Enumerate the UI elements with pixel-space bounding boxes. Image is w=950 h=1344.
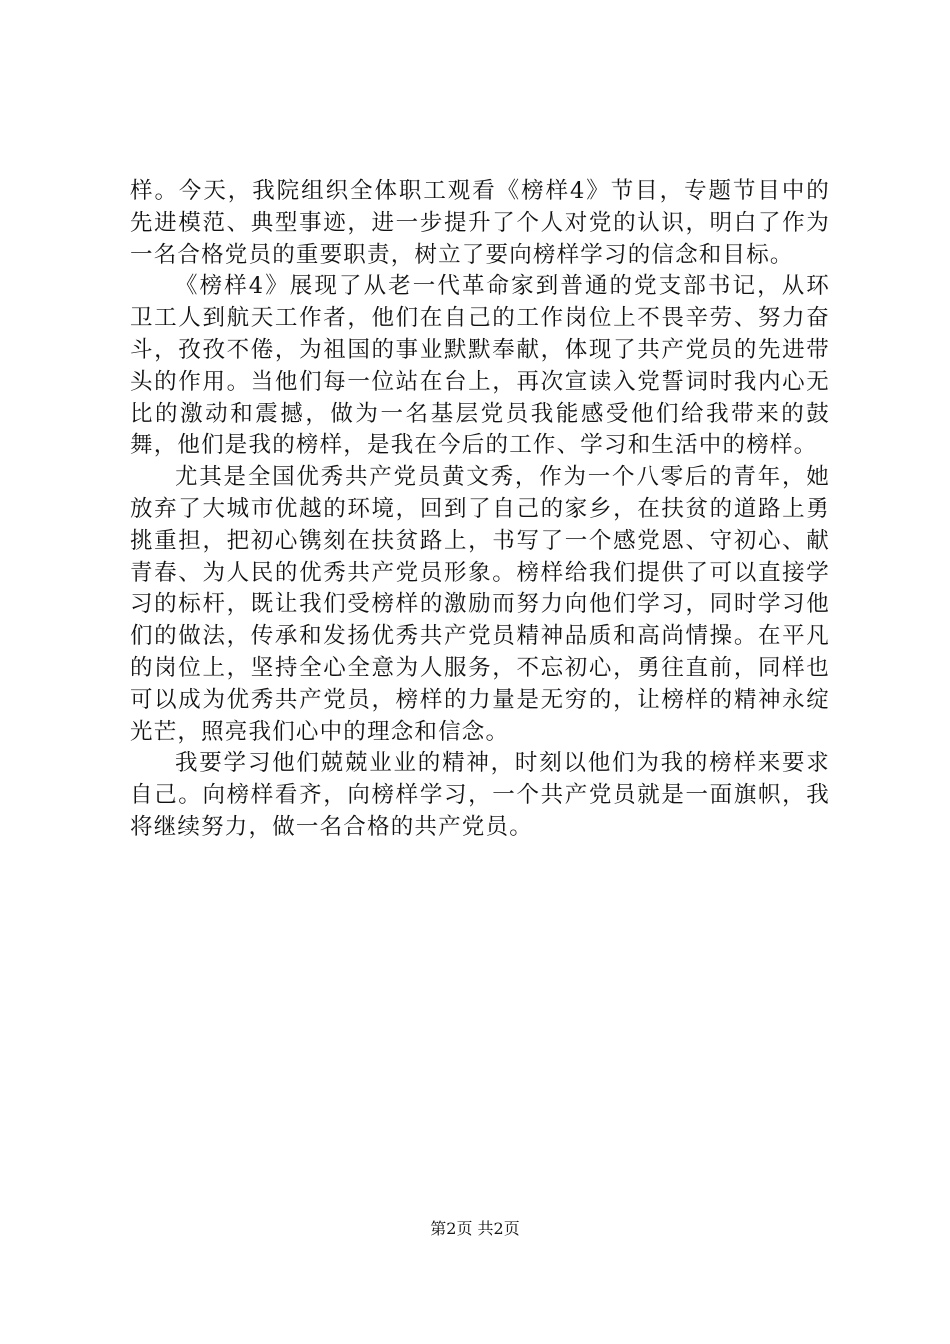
document-body bbox=[130, 176, 830, 844]
paragraph-huang-wenxiu: 尤其是全国优秀共产党员黄文秀，作为一个八零后的青年，她放弃了大城市优越的环境，回到了自己的家乡，在扶贫的道路上勇挑重担，把初心镌刻在扶贫路上，书写了一个感党恩、守初心、献青春、为人民的优秀共产党员形象。榜样给我们提供了可以直接学习的标杆，既让我们受榜样的激励而努力向他们学习，同时学习他们的做法，传承和发扬优秀共产党员精神品质和高尚情操。在平凡的岗位上，坚持全心全意为人服务，不忘初心，勇往直前，同样也可以成为优秀共产党员，榜样的力量是无穷的，让榜样的精神永绽光芒，照亮我们心中的理念和信念。 bbox=[130, 464, 830, 745]
page-number-footer: 第2页 共2页 bbox=[430, 1219, 520, 1238]
paragraph-conclusion: 我要学习他们兢兢业业的精神，时刻以他们为我的榜样来要求自己。向榜样看齐，向榜样学习，一个共产党员就是一面旗帜，我将继续努力，做一名合格的共产党员。 bbox=[130, 750, 830, 840]
paragraph-continuation: 样。今天，我院组织全体职工观看《榜样4》节目，专题节目中的先进模范、典型事迹，进一步提升了个人对党的认识，明白了作为一名合格党员的重要职责，树立了要向榜样学习的信念和目标。 bbox=[130, 178, 830, 268]
paragraph-bangyang-overview: 《榜样4》展现了从老一代革命家到普通的党支部书记，从环卫工人到航天工作者，他们在自己的工作岗位上不畏辛劳、努力奋斗，孜孜不倦，为祖国的事业默默奉献，体现了共产党员的先进带头的作用。当他们每一位站在台上，再次宣读入党誓词时我内心无比的激动和震撼，做为一名基层党员我能感受他们给我带来的鼓舞，他们是我的榜样，是我在今后的工作、学习和生活中的榜样。 bbox=[130, 273, 830, 459]
